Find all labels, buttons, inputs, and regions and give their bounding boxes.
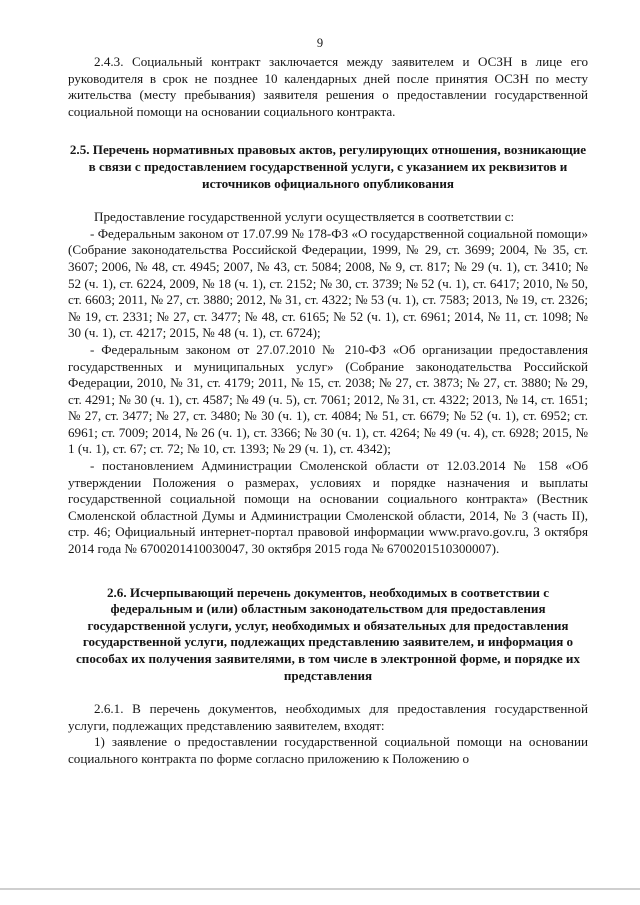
page-number: 9: [316, 36, 324, 50]
section-2-6-heading: 2.6. Исчерпывающий перечень документов, необходимых в соответствии с федеральным и (или) областным законодательством для предоставления государственной услуги, услуг, необходимых и обязательных для предоставления государственной услуги, подлежащих представлению заявителем, и информация о способах их получения заявителями, в том числе в электронной форме, и порядке их представления: [75, 584, 581, 683]
document-list-item-1: 1) заявление о предоставлении государственной социальной помощи на основании социального контракта по форме согласно приложению к Положению о: [68, 734, 588, 766]
scan-bottom-edge: [0, 888, 640, 890]
legal-act-item-178-fz: - Федеральным законом от 17.07.99 № 178-ФЗ «О государственной социальной помощи» (Собрание законодательства Российской Федерации, 1999, № 29, ст. 3699; 2004, № 35, ст. 3607; 2006, № 48, ст. 4945; 2007, № 43, ст. 5084; 2008, № 9, ст. 817; № 29 (ч. 1), ст. 3410; № 52 (ч. 1), ст. 6224, 2009, № 18 (ч. 1), ст. 2152; № 30, ст. 3739; № 52 (ч. 1), ст. 6417; 2010, № 50, ст. 6603; 2011, № 27, ст. 3880; 2012, № 31, ст. 4322; № 53 (ч. 1), ст. 7583; 2013, № 19, ст. 2326; № 19, ст. 2331; № 27, ст. 3477; № 48, ст. 6165; № 52 (ч. 1), ст. 6961; 2014, № 11, ст. 1098; № 30 (ч. 1), ст. 4217; 2015, № 48 (ч. 1), ст. 6724);: [68, 225, 588, 341]
section-2-5-intro: Предоставление государственной услуги осуществляется в соответствии с:: [94, 209, 515, 225]
document-body: [68, 54, 588, 768]
legal-act-item-resolution-158: - постановлением Администрации Смоленской области от 12.03.2014 № 158 «Об утверждении Положения о размерах, условиях и порядке назначения и выплаты государственной социальной помощи на основании социального контракта» (Вестник Смоленской областной Думы и Администрации Смоленской области, 2014, № 3 (часть II), стр. 46; Официальный интернет-портал правовой информации www.pravo.gov.ru, 3 октября 2014 года № 6700201410030047, 30 октября 2015 года № 6700201510300007).: [68, 458, 588, 557]
legal-act-item-210-fz: - Федеральным законом от 27.07.2010 № 210-ФЗ «Об организации предоставления государственных и муниципальных услуг» (Собрание законодательства Российской Федерации, 2010, № 31, ст. 4179; 2011, № 15, ст. 2038; № 27, ст. 3873; № 27, ст. 3880; № 29, ст. 4291; № 30 (ч. 1), ст. 4587; № 49 (ч. 5), ст. 7061; 2012, № 31, ст. 4322; 2013, № 14, ст. 1651; № 27, ст. 3477; № 27, ст. 3480; № 30 (ч. 1), ст. 4084; № 51, ст. 6679; № 52 (ч. 1), ст. 6952; ст. 6961; ст. 7009; 2014, № 26 (ч. 1), ст. 3366; № 30 (ч. 1), ст. 4264; № 49 (ч. 4), ст. 6928; 2015, № 1 (ч. 1), ст. 67; ст. 72; № 10, ст. 1393; № 29 (ч. 1), ст. 4342);: [68, 341, 588, 457]
clause-2-4-3: 2.4.3. Социальный контракт заключается между заявителем и ОСЗН в лице его руководителя в срок не позднее 10 календарных дней после принятия ОСЗН по месту жительства (месту пребывания) заявителя решения о предоставлении государственной социальной помощи на основании социального контракта.: [68, 54, 588, 119]
clause-2-6-1: 2.6.1. В перечень документов, необходимых для предоставления государственной услуги, подлежащих представлению заявителем, входят:: [68, 701, 588, 733]
section-2-5-heading: 2.5. Перечень нормативных правовых актов, регулирующих отношения, возникающие в связи с предоставлением государственной услуги, с указанием их реквизитов и источников официального опубликования: [69, 142, 587, 191]
